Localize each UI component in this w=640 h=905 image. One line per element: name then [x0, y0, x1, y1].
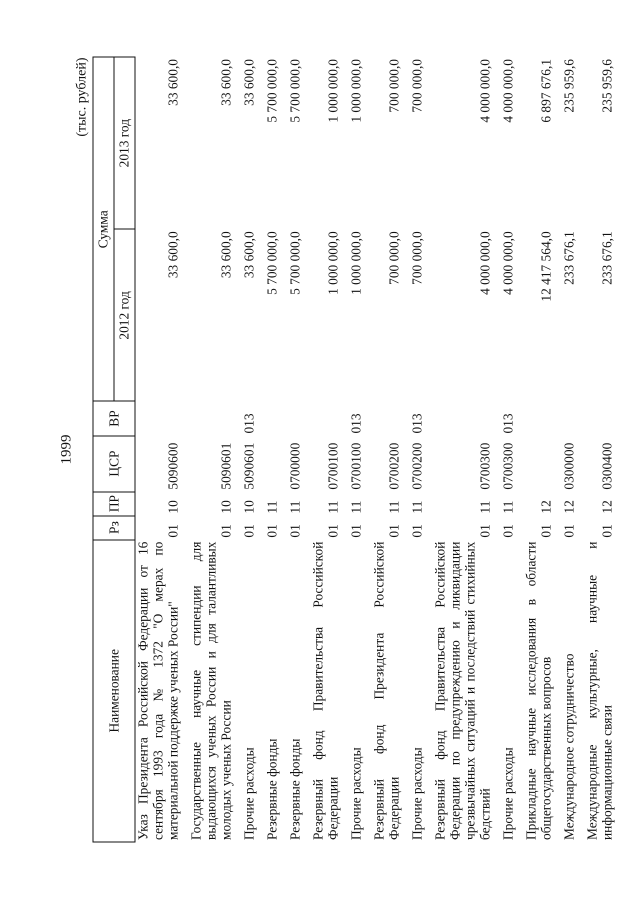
row-spacer	[303, 57, 311, 842]
table-row	[501, 57, 516, 842]
row-amount-2013: 5 700 000,0	[287, 59, 303, 123]
row-pr: 11	[386, 500, 402, 514]
row-vr	[288, 402, 303, 436]
row-pr: 11	[477, 500, 493, 514]
row-pr: 11	[264, 500, 280, 514]
row-vr: 013	[500, 413, 516, 434]
row-csr: 0300000	[561, 442, 577, 490]
row-csr: 0700200	[409, 442, 425, 490]
row-amount-2013: 4 000 000,0	[477, 59, 493, 123]
row-pr: 11	[500, 500, 516, 514]
table-row	[135, 57, 181, 842]
row-name: Резервные фонды	[264, 738, 280, 840]
row-csr: 0700300	[477, 442, 493, 490]
row-vr	[562, 402, 577, 436]
row-csr: 0700200	[386, 442, 402, 490]
row-name: Резервные фонды	[287, 738, 303, 840]
row-vr	[135, 402, 181, 436]
row-amount-2012: 700 000,0	[386, 231, 402, 285]
row-vr	[585, 402, 615, 436]
row-amount-2012: 12 417 564,0	[538, 231, 554, 302]
budget-table	[93, 57, 615, 843]
row-pr: 10	[218, 500, 234, 514]
row-csr: 5090601	[241, 442, 257, 490]
row-csr: 0700100	[325, 442, 341, 490]
row-name: Прочие расходы	[241, 747, 257, 840]
row-name: Указ Президента Российской Федерации от 16 сентября 1993 года № 1372 "О мерах по материальной поддержке ученых России"	[135, 541, 181, 840]
row-rz: 01	[561, 524, 577, 538]
row-spacer-cell	[303, 57, 311, 842]
row-spacer-cell	[364, 57, 372, 842]
table-row	[242, 57, 257, 842]
page-number: 1999	[58, 434, 75, 465]
row-name: Прочие расходы	[348, 747, 364, 840]
row-spacer	[425, 57, 433, 842]
row-rz: 01	[409, 524, 425, 538]
row-vr	[524, 402, 554, 436]
row-csr: 0700000	[287, 442, 303, 490]
row-spacer	[181, 57, 189, 842]
header-pr: ПР	[93, 492, 135, 516]
row-rz: 01	[477, 524, 493, 538]
row-rz: 01	[264, 524, 280, 538]
row-amount-2012: 33 600,0	[218, 231, 234, 279]
table-row	[410, 57, 425, 842]
row-spacer-cell	[257, 57, 265, 842]
row-amount-2013: 4 000 000,0	[500, 59, 516, 123]
row-spacer	[516, 57, 524, 842]
table-row	[288, 57, 303, 842]
row-spacer-cell	[554, 57, 562, 842]
row-spacer	[554, 57, 562, 842]
header-vr: ВР	[93, 402, 135, 436]
row-rz: 01	[287, 524, 303, 538]
row-vr	[265, 402, 280, 436]
row-spacer-cell	[402, 57, 410, 842]
table-row	[433, 57, 493, 842]
row-amount-2012: 233 676,1	[561, 231, 577, 285]
table-row	[349, 57, 364, 842]
row-vr: 013	[241, 413, 257, 434]
row-spacer	[364, 57, 372, 842]
table-row	[562, 57, 577, 842]
row-spacer-cell	[234, 57, 242, 842]
row-spacer	[257, 57, 265, 842]
row-csr: 0700100	[348, 442, 364, 490]
row-pr: 11	[325, 500, 341, 514]
row-rz: 01	[538, 524, 554, 538]
row-rz: 01	[218, 524, 234, 538]
row-rz: 01	[325, 524, 341, 538]
row-spacer	[577, 57, 585, 842]
row-vr	[433, 402, 493, 436]
row-spacer-cell	[493, 57, 501, 842]
row-spacer	[493, 57, 501, 842]
document-sheet	[53, 55, 615, 845]
row-pr: 12	[561, 500, 577, 514]
row-spacer-cell	[181, 57, 189, 842]
table-row	[265, 57, 280, 842]
row-amount-2013: 235 959,6	[599, 59, 615, 113]
row-pr: 11	[409, 500, 425, 514]
row-spacer	[280, 57, 288, 842]
units-label: (тыс. рублей)	[74, 57, 90, 137]
row-rz: 01	[241, 524, 257, 538]
row-spacer-cell	[577, 57, 585, 842]
header-csr: ЦСР	[93, 436, 135, 492]
row-name: Резервный фонд Президента Российской Федерации	[371, 541, 402, 840]
row-vr	[189, 402, 234, 436]
row-rz: 01	[599, 524, 615, 538]
row-name: Международное сотрудничество	[561, 653, 577, 840]
row-name: Резервный фонд Правительства Российской Федерации	[310, 541, 341, 840]
row-amount-2013: 33 600,0	[241, 59, 257, 106]
row-pr: 12	[538, 500, 554, 514]
row-amount-2012: 700 000,0	[409, 231, 425, 285]
row-name: Резервный фонд Правительства Российской Федерации по предупреждению и ликвидации чрезвычайных ситуаций и последствий стихийных бедствий	[432, 541, 493, 840]
table-row	[189, 57, 234, 842]
row-name: Международные культурные, научные и информационные связи	[584, 541, 615, 840]
row-vr: 013	[409, 413, 425, 434]
row-csr	[524, 436, 554, 492]
header-name: Наименование	[93, 540, 135, 842]
row-amount-2012: 1 000 000,0	[348, 231, 364, 295]
row-amount-2012: 33 600,0	[241, 231, 257, 279]
row-spacer-cell	[516, 57, 524, 842]
row-amount-2012: 1 000 000,0	[325, 231, 341, 295]
row-vr: 013	[348, 413, 364, 434]
row-amount-2013: 1 000 000,0	[325, 59, 341, 123]
row-amount-2012: 5 700 000,0	[264, 231, 280, 295]
row-amount-2012: 4 000 000,0	[500, 231, 516, 295]
table-row	[311, 57, 341, 842]
row-amount-2013: 700 000,0	[409, 59, 425, 113]
row-amount-2013: 5 700 000,0	[264, 59, 280, 123]
header-sum: Сумма	[93, 57, 114, 402]
row-amount-2013: 700 000,0	[386, 59, 402, 113]
row-spacer-cell	[341, 57, 349, 842]
row-amount-2012: 33 600,0	[165, 231, 181, 279]
row-spacer	[402, 57, 410, 842]
row-name: Прикладные научные исследования в области общегосударственных вопросов	[523, 541, 554, 840]
row-name: Прочие расходы	[409, 747, 425, 840]
table-body	[135, 57, 615, 842]
row-rz: 01	[386, 524, 402, 538]
row-rz: 01	[165, 524, 181, 538]
table-row	[372, 57, 402, 842]
row-rz: 01	[500, 524, 516, 538]
row-csr: 0300400	[599, 442, 615, 490]
row-amount-2012: 5 700 000,0	[287, 231, 303, 295]
row-name: Прочие расходы	[500, 747, 516, 840]
row-csr: 5090601	[218, 442, 234, 490]
row-pr: 12	[599, 500, 615, 514]
row-vr	[372, 402, 402, 436]
row-pr: 10	[241, 500, 257, 514]
row-spacer	[234, 57, 242, 842]
row-amount-2013: 33 600,0	[165, 59, 181, 106]
row-spacer	[341, 57, 349, 842]
header-rz: Рз	[93, 516, 135, 540]
row-csr	[265, 436, 280, 492]
row-amount-2013: 6 897 676,1	[538, 59, 554, 123]
row-vr	[311, 402, 341, 436]
row-spacer-cell	[280, 57, 288, 842]
row-pr: 10	[165, 500, 181, 514]
row-amount-2012: 233 676,1	[599, 231, 615, 285]
table-row	[524, 57, 554, 842]
row-amount-2012: 4 000 000,0	[477, 231, 493, 295]
row-name: Государственные научные стипендии для выдающихся ученых России и для талантливых молодых ученых России	[188, 541, 234, 840]
header-year-2013: 2013 год	[114, 57, 135, 229]
row-pr: 11	[287, 500, 303, 514]
row-csr: 0700300	[500, 442, 516, 490]
row-amount-2013: 33 600,0	[218, 59, 234, 106]
row-rz: 01	[348, 524, 364, 538]
header-year-2012: 2012 год	[114, 229, 135, 401]
row-amount-2013: 1 000 000,0	[348, 59, 364, 123]
row-spacer-cell	[425, 57, 433, 842]
row-csr: 5090600	[165, 442, 181, 490]
table-row	[585, 57, 615, 842]
row-amount-2013: 235 959,6	[561, 59, 577, 113]
row-pr: 11	[348, 500, 364, 514]
